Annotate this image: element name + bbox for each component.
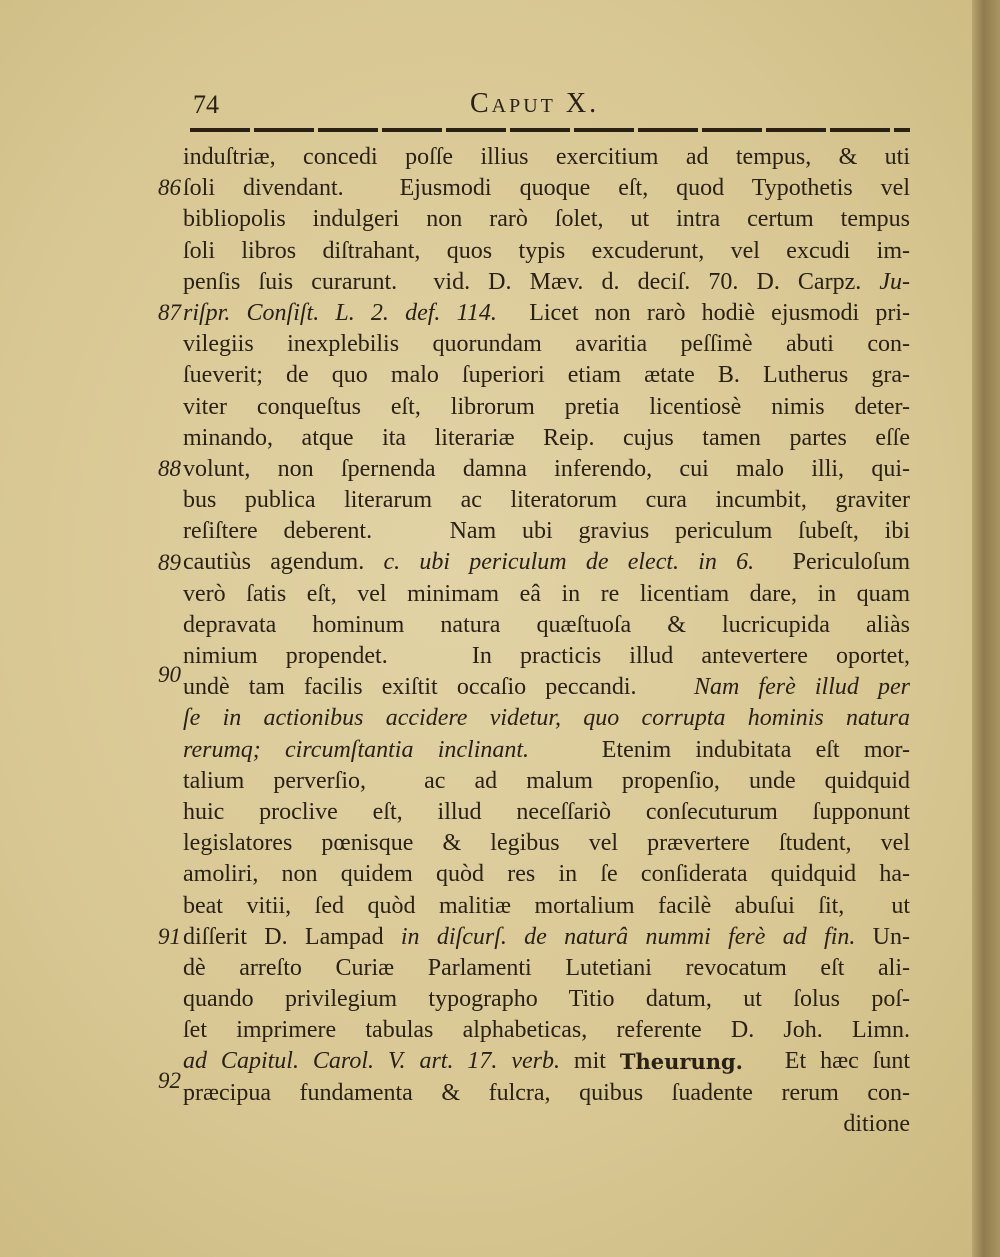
text-line — [183, 953, 910, 984]
text-line — [183, 1015, 910, 1046]
text-segment: minando, atque ita literariæ Reip. cujus tamen partes eſſe — [183, 424, 910, 451]
text-segment: induſtriæ, concedi poſſe illius exercitium ad tempus, & uti — [183, 144, 910, 170]
text-line — [183, 735, 910, 766]
text-segment: legislatores pœnisque & legibus vel prævertere ſtudent, vel — [183, 830, 910, 857]
margin-number: 88 — [158, 456, 181, 481]
italic-citation: riſpr. Conſiſt. L. 2. def. 114. — [183, 299, 497, 326]
text-segment: reſiſtere deberent. Nam ubi gravius periculum ſubeſt, ibi — [183, 518, 910, 545]
text-line — [183, 236, 910, 267]
italic-citation: ad Capitul. Carol. V. art. 17. verb. — [183, 1048, 560, 1075]
running-head: Caput X. — [470, 88, 600, 119]
text-line — [183, 454, 910, 485]
italic-citation: in diſcurſ. de naturâ nummi ferè ad fin. — [400, 923, 856, 950]
text-line — [183, 204, 910, 235]
text-segment: verò ſatis eſt, vel minimam eâ in re licentiam dare, in quam — [183, 580, 910, 607]
text-segment: amoliri, non quidem quòd res in ſe conſiderata quidquid ha- — [183, 861, 910, 888]
text-line — [183, 703, 910, 734]
text-line — [183, 173, 910, 204]
italic-citation: rerumq; circumſtantia inclinant. — [183, 736, 530, 763]
text-segment: ſoli libros diſtrahant, quos typis excuderunt, vel excudi im- — [183, 237, 910, 264]
margin-number: 87 — [158, 300, 181, 325]
margin-number: 91 — [158, 924, 181, 949]
text-line — [183, 891, 910, 922]
text-segment: Et hæc ſunt — [743, 1048, 911, 1075]
text-segment: Periculoſum — [754, 549, 910, 576]
italic-citation: ſe in actionibus accidere videtur, quo corrupta hominis natura — [183, 705, 910, 732]
header-rule — [190, 128, 910, 132]
text-segment: penſis ſuis curarunt. vid. D. Mæv. d. deciſ. 70. D. Carpz. — [183, 268, 880, 295]
text-line — [183, 1109, 910, 1140]
text-segment: viter conqueſtus eſt, librorum pretia licentiosè nimis deter- — [183, 393, 910, 420]
text-segment: nimium propendet. In practicis illud antevertere oportet, — [183, 643, 910, 669]
text-line — [183, 142, 910, 173]
margin-number: 89 — [158, 549, 181, 575]
text-line — [183, 828, 910, 859]
text-line — [183, 329, 910, 360]
text-line — [183, 672, 910, 703]
text-line — [183, 392, 910, 423]
text-segment: dè arreſto Curiæ Parlamenti Lutetiani revocatum eſt ali- — [183, 954, 910, 981]
margin-number: 86 — [158, 175, 181, 201]
text-line — [183, 1078, 910, 1109]
text-line — [183, 360, 910, 391]
page-edge — [972, 0, 1000, 1257]
margin-number: 90 — [158, 661, 181, 687]
text-line — [183, 610, 910, 641]
blackletter-text: Theurung. — [619, 1049, 743, 1075]
margin-number: 92 — [158, 1067, 181, 1093]
text-segment: quando privilegium typographo Titio datum, ut ſolus poſ- — [183, 986, 910, 1013]
text-segment: volunt, non ſpernenda damna inferendo, cui malo illi, qui- — [183, 455, 910, 482]
text-line — [183, 922, 910, 953]
text-line — [183, 298, 910, 329]
text-line — [183, 797, 910, 828]
text-line — [183, 579, 910, 610]
text-segment: depravata hominum natura quæſtuoſa & lucricupida aliàs — [183, 611, 910, 638]
italic-citation: c. ubi periculum de elect. in 6. — [383, 549, 755, 576]
page-body-text — [183, 142, 910, 1140]
text-segment: Etenim indubitata eſt mor- — [529, 736, 911, 763]
text-segment: talium perverſio, ac ad malum propenſio, unde quidquid — [183, 767, 910, 794]
text-segment: ditione — [843, 1110, 910, 1137]
text-line — [183, 267, 910, 298]
text-segment: ſueverit; de quo malo ſuperiori etiam ætate B. Lutherus gra- — [183, 362, 910, 389]
text-line — [183, 516, 910, 547]
text-segment: bus publica literarum ac literatorum cura incumbit, graviter — [183, 487, 910, 514]
text-line — [183, 485, 910, 516]
text-segment: cautiùs agendum. — [183, 549, 384, 576]
text-segment: Licet non rarò hodiè ejusmodi pri- — [496, 299, 911, 326]
text-line — [183, 1046, 910, 1077]
text-line — [183, 423, 910, 454]
italic-citation: Ju- — [879, 268, 910, 295]
text-segment: ſoli divendant. Ejusmodi quoque eſt, quod Typothetis vel — [183, 175, 910, 202]
text-segment: præcipua fundamenta & fulcra, quibus ſuadente rerum con- — [183, 1079, 910, 1106]
text-line — [183, 641, 910, 672]
text-segment: ſet imprimere tabulas alphabeticas, referente D. Joh. Limn. — [183, 1017, 910, 1044]
text-segment: mit — [559, 1048, 620, 1075]
text-line — [183, 547, 910, 578]
page-number: 74 — [193, 90, 219, 119]
text-segment: bibliopolis indulgeri non rarò ſolet, ut intra certum tempus — [183, 206, 910, 233]
text-line — [183, 984, 910, 1015]
text-segment: vilegiis inexplebilis quorundam avaritia peſſimè abuti con- — [183, 331, 910, 358]
text-segment: beat vitii, ſed quòd malitiæ mortalium facilè abuſui ſit, ut — [183, 892, 910, 919]
italic-citation: Nam ferè illud per — [693, 674, 910, 701]
text-segment: diſſerit D. Lampad — [183, 923, 401, 950]
text-segment: undè tam facilis exiſtit occaſio peccandi. — [183, 674, 694, 701]
text-line — [183, 859, 910, 890]
text-line — [183, 766, 910, 797]
text-segment: huic proclive eſt, illud neceſſariò conſecuturum ſupponunt — [183, 798, 910, 825]
text-segment: Un- — [855, 923, 911, 950]
